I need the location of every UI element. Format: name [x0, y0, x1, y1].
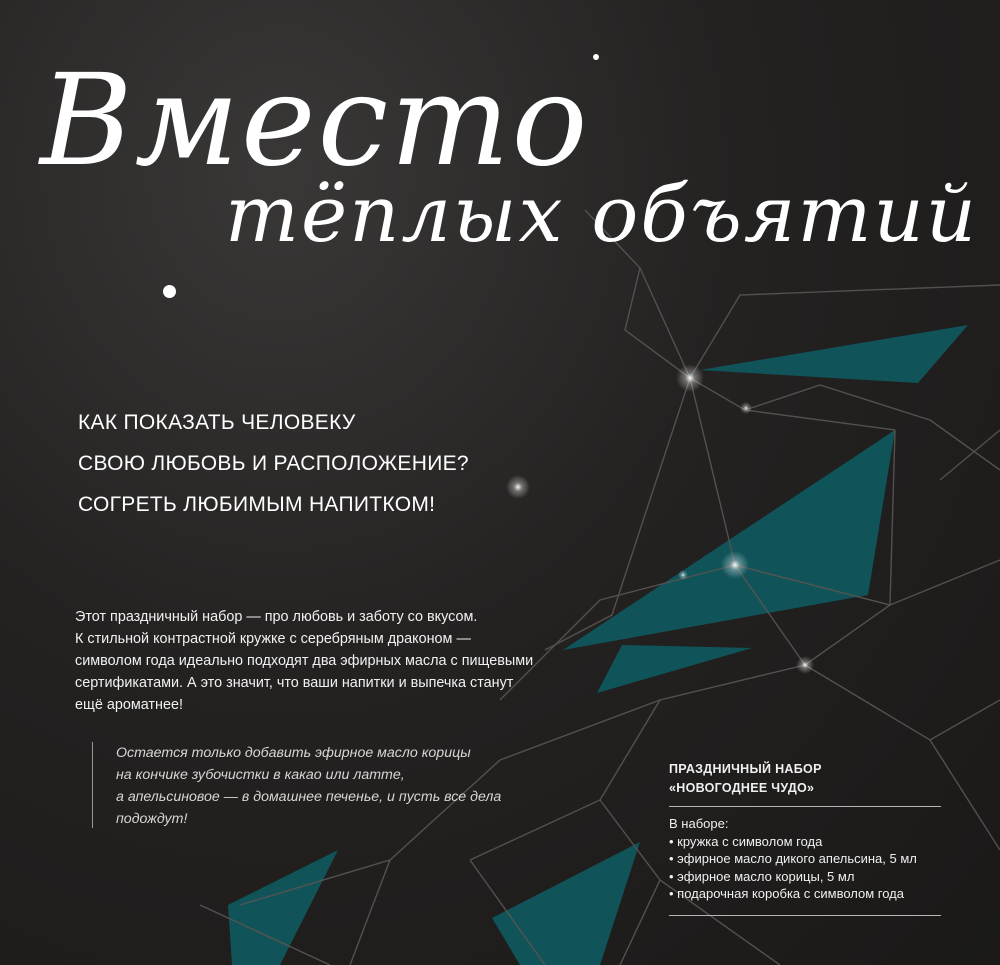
set-info-box	[669, 760, 941, 916]
list-item: • эфирное масло корицы, 5 мл	[669, 868, 855, 884]
body-line: символом года идеально подходят два эфирных масла с пищевыми	[75, 653, 534, 669]
body-line: сертификатами. А это значит, что ваши напитки и выпечка станут	[75, 675, 514, 691]
body-line: Этот праздничный набор — про любовь и заботу со вкусом.	[75, 609, 478, 625]
divider-bottom	[669, 915, 941, 916]
headline-line: СОГРЕТЬ ЛЮБИМЫМ НАПИТКОМ!	[78, 493, 436, 516]
list-item: • кружка с символом года	[669, 833, 823, 849]
title-line-2: тёплых объятий	[225, 170, 978, 260]
list-item: • эфирное масло дикого апельсина, 5 мл	[669, 851, 917, 866]
body-line: К стильной контрастной кружке с серебряным драконом —	[75, 631, 471, 647]
quote-line: а апельсиновое — в домашнее печенье, и пусть все дела	[116, 789, 502, 805]
headline-line: СВОЮ ЛЮБОВЬ И РАСПОЛОЖЕНИЕ?	[78, 452, 469, 475]
quote-block	[92, 742, 562, 828]
divider-top	[669, 806, 941, 807]
set-contents-list	[669, 815, 941, 903]
quote-line: на кончике зубочистки в какао или латте,	[116, 767, 405, 783]
decorative-dot-small	[593, 54, 599, 60]
headline-line: КАК ПОКАЗАТЬ ЧЕЛОВЕКУ	[78, 411, 356, 434]
quote-line: Остается только добавить эфирное масло корицы	[116, 745, 471, 761]
decorative-dot-large	[163, 285, 176, 298]
body-line: ещё ароматнее!	[75, 697, 183, 713]
set-title-line-1: ПРАЗДНИЧНЫЙ НАБОР	[669, 762, 822, 776]
set-title-line-2: «НОВОГОДНЕЕ ЧУДО»	[669, 781, 815, 795]
set-title	[669, 760, 941, 798]
set-intro: В наборе:	[669, 816, 729, 831]
body-paragraph	[75, 606, 595, 716]
quote-line: подождут!	[116, 811, 188, 827]
list-item: • подарочная коробка с символом года	[669, 886, 904, 901]
headline	[78, 402, 698, 525]
title-line-1: Вместо	[40, 47, 590, 194]
